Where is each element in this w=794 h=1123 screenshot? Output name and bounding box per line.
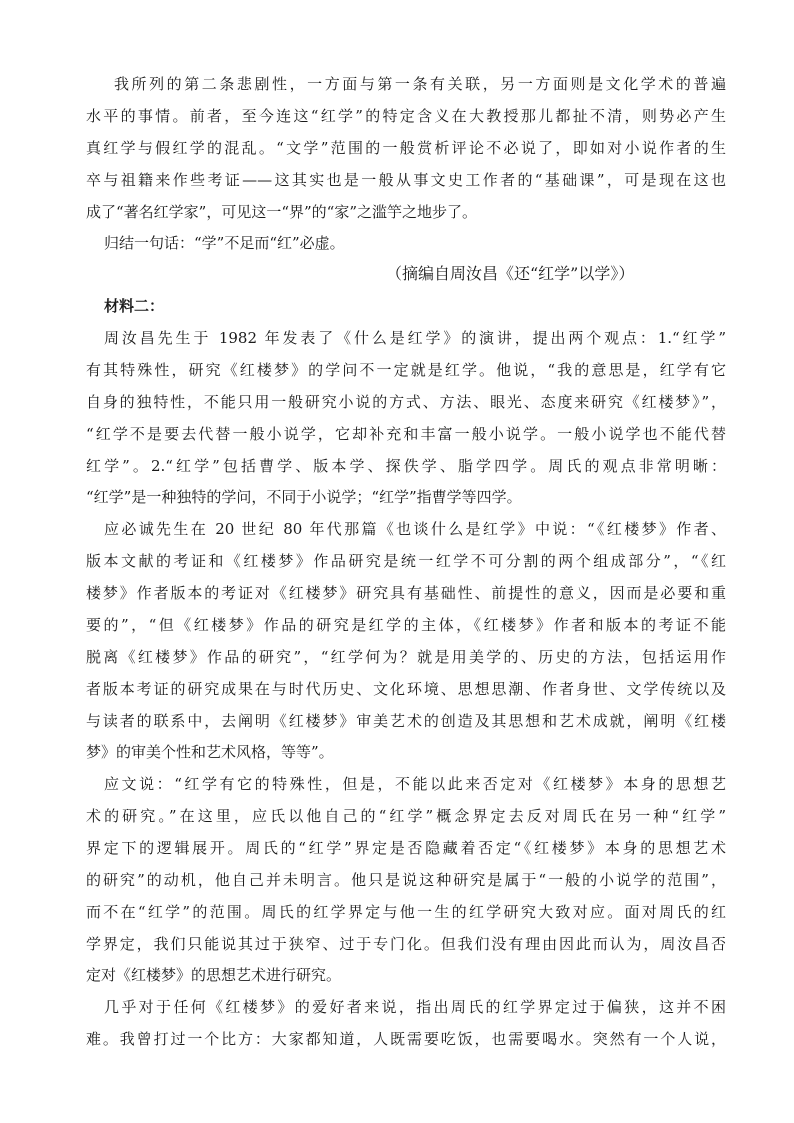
source-citation: （摘编自周汝昌《还“红学”以学》）	[386, 264, 635, 283]
paragraph-line: 难。我曾打过一个比方：大家都知道，人既需要吃饭，也需要喝水。突然有一个人说，	[86, 1030, 726, 1048]
paragraph-line: 应必诚先生在 20 世纪 80 年代那篇《也谈什么是红学》中说：“《红楼梦》作者、	[104, 520, 726, 538]
paragraph-line: “红学”是一种独特的学问，不同于小说学；“红学”指曹学等四学。	[86, 488, 522, 506]
paragraph-line: 要的”，“但《红楼梦》作品的研究是红学的主体，《红楼梦》作者和版本的考证不能	[86, 616, 726, 634]
paragraph-line: 与读者的联系中，去阐明《红楼梦》审美艺术的创造及其思想和艺术成就，阐明《红楼	[86, 712, 726, 730]
paragraph-line: 成了“著名红学家”，可见这一“界”的“家”之滥竽之地步了。	[86, 203, 478, 221]
paragraph-line: 脱离《红楼梦》作品的研究”，“红学何为？就是用美学的、历史的方法，包括运用作	[86, 648, 726, 666]
paragraph-line: 者版本考证的研究成果在与时代历史、文化环境、思想思潮、作者身世、文学传统以及	[86, 680, 726, 698]
paragraph-line: 周汝昌先生于 1982 年发表了《什么是红学》的演讲，提出两个观点：1.“红学”	[104, 329, 726, 347]
paragraph-line: 学界定，我们只能说其过于狭窄、过于专门化。但我们没有理由因此而认为，周汝昌否	[86, 935, 726, 953]
paragraph-line: 几乎对于任何《红楼梦》的爱好者来说，指出周氏的红学界定过于偏狭，这并不困	[104, 998, 726, 1016]
paragraph-line: 归结一句话：“学”不足而“红”必虚。	[104, 234, 345, 252]
section-heading: 材料二：	[104, 297, 165, 315]
paragraph-line: 梦》的审美个性和艺术风格，等等”。	[86, 743, 334, 761]
paragraph-line: 术的研究。”在这里，应氏以他自己的“红学”概念界定去反对周氏在另一种“红学”	[86, 807, 726, 825]
paragraph-line: 我所列的第二条悲剧性，一方面与第一条有关联，另一方面则是文化学术的普遍	[114, 75, 726, 93]
paragraph-line: 卒与祖籍来作些考证——这其实也是一般从事文史工作者的“基础课”，可是现在这也	[86, 171, 726, 189]
paragraph-line: 真红学与假红学的混乱。“文学”范围的一般赏析评论不必说了，即如对小说作者的生	[86, 139, 726, 157]
paragraph-line: 界定下的逻辑展开。周氏的“红学”界定是否隐藏着否定“《红楼梦》本身的思想艺术	[86, 839, 726, 857]
paragraph-line: 水平的事情。前者，至今连这“红学”的特定含义在大教授那儿都扯不清，则势必产生	[86, 107, 726, 125]
paragraph-line: 而不在“红学”的范围。周氏的红学界定与他一生的红学研究大致对应。面对周氏的红	[86, 903, 726, 921]
paragraph-line: 版本文献的考证和《红楼梦》作品研究是统一红学不可分割的两个组成部分”，“《红	[86, 552, 726, 570]
paragraph-line: 红学”。2.“红学”包括曹学、版本学、探佚学、脂学四学。周氏的观点非常明晰：	[86, 457, 726, 475]
paragraph-line: 有其特殊性，研究《红楼梦》的学问不一定就是红学。他说，“我的意思是，红学有它	[86, 361, 726, 379]
paragraph-line: 的研究”的动机，他自己并未明言。他只是说这种研究是属于“一般的小说学的范围”，	[86, 871, 726, 889]
paragraph-line: “红学不是要去代替一般小说学，它却补充和丰富一般小说学。一般小说学也不能代替	[86, 425, 726, 443]
paragraph-line: 定对《红楼梦》的思想艺术进行研究。	[86, 966, 342, 984]
paragraph-line: 应文说：“红学有它的特殊性，但是，不能以此来否定对《红楼梦》本身的思想艺	[104, 775, 726, 793]
paragraph-line: 楼梦》作者版本的考证对《红楼梦》研究具有基础性、前提性的意义，因而是必要和重	[86, 584, 726, 602]
paragraph-line: 自身的独特性，不能只用一般研究小说的方式、方法、眼光、态度来研究《红楼梦》”，	[86, 393, 726, 411]
